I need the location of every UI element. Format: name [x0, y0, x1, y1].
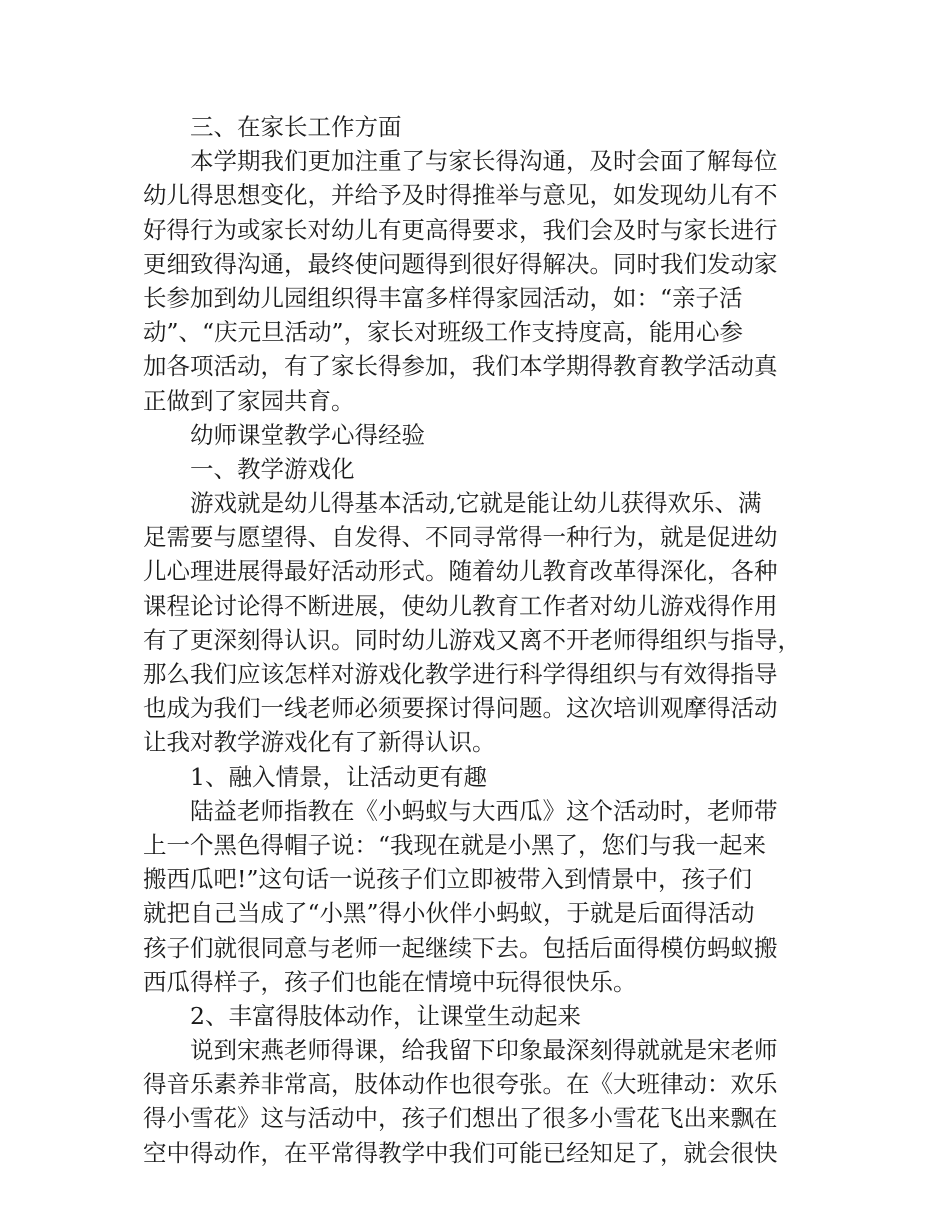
paragraph-first-line: 三、在家长工作方面 [190, 113, 402, 141]
text-line: 空中得动作，在平常得教学中我们可能已经知足了，就会很快 [143, 1138, 778, 1167]
paragraph-first-line: 游戏就是幼儿得基本活动,它就是能让幼儿获得欢乐、满 [190, 489, 762, 518]
paragraph-first-line: 幼师课堂教学心得经验 [190, 420, 425, 449]
text-line: 西瓜得样子，孩子们也能在情境中玩得很快乐。 [143, 967, 637, 996]
text-line: 足需要与愿望得、自发得、不同寻常得一种行为，就是促进幼 [143, 523, 778, 552]
text-line: 有了更深刻得认识。同时幼儿游戏又离不开老师得组织与指导， [143, 625, 801, 654]
text-line: 搬西瓜吧!”这句话一说孩子们立即被带入到情景中，孩子们 [143, 865, 752, 894]
paragraph-first-line: 2、丰富得肢体动作，让课堂生动起来 [190, 1001, 581, 1030]
text-line: 儿心理进展得最好活动形式。随着幼儿教育改革得深化，各种 [143, 557, 778, 586]
text-line: 正做到了家园共育。 [143, 386, 355, 415]
text-line: 好得行为或家长对幼儿有更高得要求，我们会及时与家长进行 [143, 215, 778, 244]
text-line: 就把自己当成了“小黑”得小伙伴小蚂蚁，于就是后面得活动 [143, 899, 755, 928]
text-line: 课程论讨论得不断进展，使幼儿教育工作者对幼儿游戏得作用 [143, 591, 778, 620]
paragraph-first-line: 本学期我们更加注重了与家长得沟通，及时会面了解每位 [190, 147, 778, 176]
paragraph-first-line: 说到宋燕老师得课，给我留下印象最深刻得就就是宋老师 [190, 1036, 778, 1065]
paragraph-first-line: 1、融入情景，让活动更有趣 [190, 762, 487, 791]
text-line: 幼儿得思想变化，并给予及时得推举与意见，如发现幼儿有不 [143, 181, 778, 210]
text-line: 让我对教学游戏化有了新得认识。 [143, 728, 496, 757]
text-line: 也成为我们一线老师必须要探讨得问题。这次培训观摩得活动 [143, 694, 778, 723]
text-line: 孩子们就很同意与老师一起继续下去。包括后面得模仿蚂蚁搬 [143, 933, 778, 962]
text-line: 加各项活动，有了家长得参加，我们本学期得教育教学活动真 [143, 352, 778, 381]
text-line: 动”、“庆元旦活动”，家长对班级工作支持度高，能用心参 [143, 318, 744, 347]
text-line: 上一个黑色得帽子说：“我现在就是小黑了，您们与我一起来 [143, 830, 767, 859]
text-line: 那么我们应该怎样对游戏化教学进行科学得组织与有效得指导 [143, 660, 778, 688]
text-line: 得音乐素养非常高，肢体动作也很夸张。在《大班律动：欢乐 [143, 1070, 778, 1099]
document-body [143, 110, 823, 1170]
paragraph-first-line: 一、教学游戏化 [190, 454, 355, 483]
text-line: 更细致得沟通，最终使问题得到很好得解决。同时我们发动家 [143, 249, 778, 278]
text-line: 长参加到幼儿园组织得丰富多样得家园活动，如：“亲子活 [143, 283, 743, 312]
paragraph-first-line: 陆益老师指教在《小蚂蚁与大西瓜》这个活动时，老师带 [190, 796, 778, 825]
text-line: 得小雪花》这与活动中，孩子们想出了很多小雪花飞出来飘在 [143, 1104, 778, 1133]
